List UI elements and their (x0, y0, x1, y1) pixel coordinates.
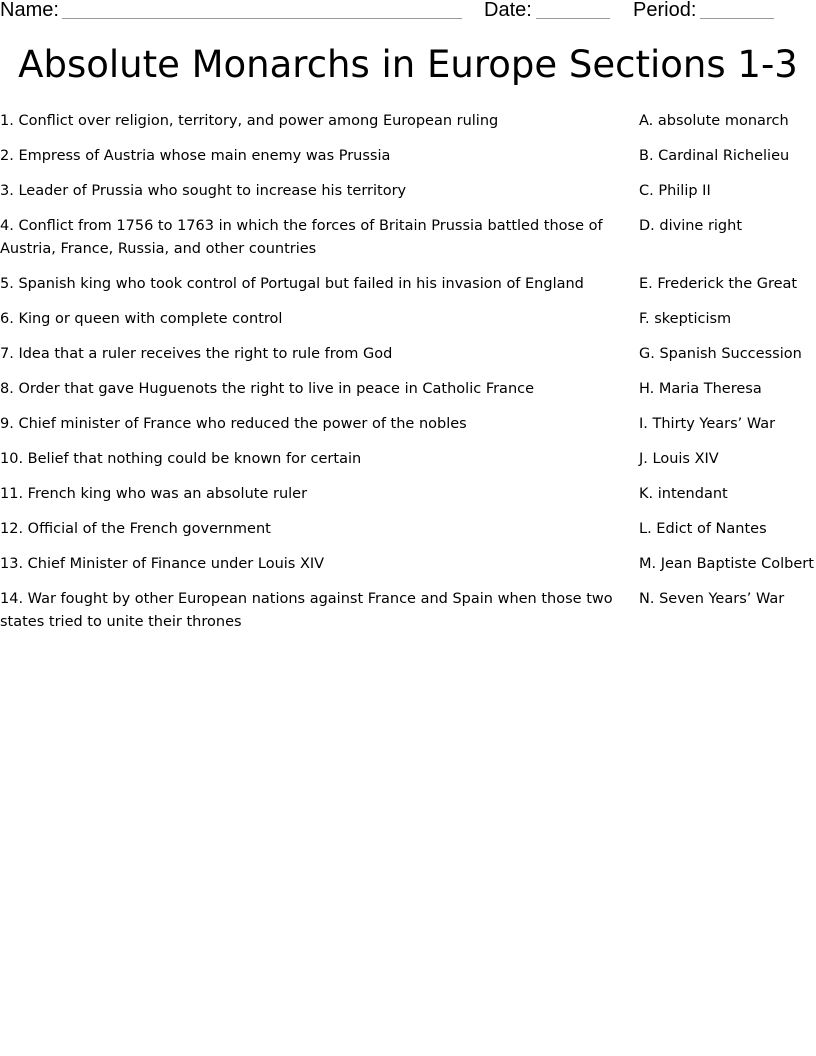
question-text: 12. Official of the French government (0, 521, 271, 537)
question-text: 2. Empress of Austria whose main enemy was Prussia (0, 148, 391, 164)
answer-option: E. Frederick the Great (639, 276, 798, 292)
question-text: 10. Belief that nothing could be known for certain (0, 451, 362, 467)
question-text: 5. Spanish king who took control of Portugal but failed in his invasion of England (0, 276, 584, 292)
question-text: 11. French king who was an absolute ruler (0, 486, 308, 502)
matching-row (0, 145, 816, 168)
matching-row (0, 588, 816, 634)
answer-option: B. Cardinal Richelieu (639, 148, 790, 164)
date-label: Date: (484, 0, 532, 21)
answer-option: J. Louis XIV (639, 451, 719, 467)
period-label: Period: (633, 0, 697, 21)
answer-option: H. Maria Theresa (639, 381, 762, 397)
answer-option: K. intendant (639, 486, 728, 502)
question-text: 1. Conflict over religion, territory, and power among European ruling (0, 113, 499, 129)
matching-row (0, 448, 816, 471)
worksheet-header (0, 0, 816, 24)
page-title: Absolute Monarchs in Europe Sections 1-3 (18, 43, 798, 86)
question-text: 7. Idea that a ruler receives the right to rule from God (0, 346, 393, 362)
question-text: 14. War fought by other European nations against France and Spain when those two states tried to unite their thrones (0, 591, 613, 630)
question-text: 3. Leader of Prussia who sought to increase his territory (0, 183, 407, 199)
matching-row (0, 378, 816, 401)
question-text: 8. Order that gave Huguenots the right to live in peace in Catholic France (0, 381, 535, 397)
matching-row (0, 343, 816, 366)
matching-row (0, 518, 816, 541)
answer-option: A. absolute monarch (639, 113, 789, 129)
matching-list (0, 110, 816, 646)
matching-row (0, 273, 816, 296)
answer-option: M. Jean Baptiste Colbert (639, 556, 814, 572)
answer-option: F. skepticism (639, 311, 732, 327)
period-field[interactable] (700, 18, 774, 19)
answer-option: N. Seven Years’ War (639, 591, 785, 607)
answer-option: L. Edict of Nantes (639, 521, 767, 537)
matching-row (0, 110, 816, 133)
answer-option: D. divine right (639, 218, 743, 234)
matching-row (0, 553, 816, 576)
answer-option: C. Philip II (639, 183, 711, 199)
matching-row (0, 215, 816, 261)
matching-row (0, 308, 816, 331)
matching-row (0, 483, 816, 506)
matching-row (0, 180, 816, 203)
name-label: Name: (0, 0, 59, 21)
question-text: 4. Conflict from 1756 to 1763 in which the forces of Britain Prussia battled those of Austria, France, Russia, and other countries (0, 218, 603, 257)
answer-option: G. Spanish Succession (639, 346, 802, 362)
question-text: 13. Chief Minister of Finance under Louis XIV (0, 556, 325, 572)
matching-row (0, 413, 816, 436)
name-field[interactable] (62, 18, 462, 19)
question-text: 6. King or queen with complete control (0, 311, 283, 327)
question-text: 9. Chief minister of France who reduced the power of the nobles (0, 416, 467, 432)
answer-option: I. Thirty Years’ War (639, 416, 776, 432)
date-field[interactable] (536, 18, 610, 19)
